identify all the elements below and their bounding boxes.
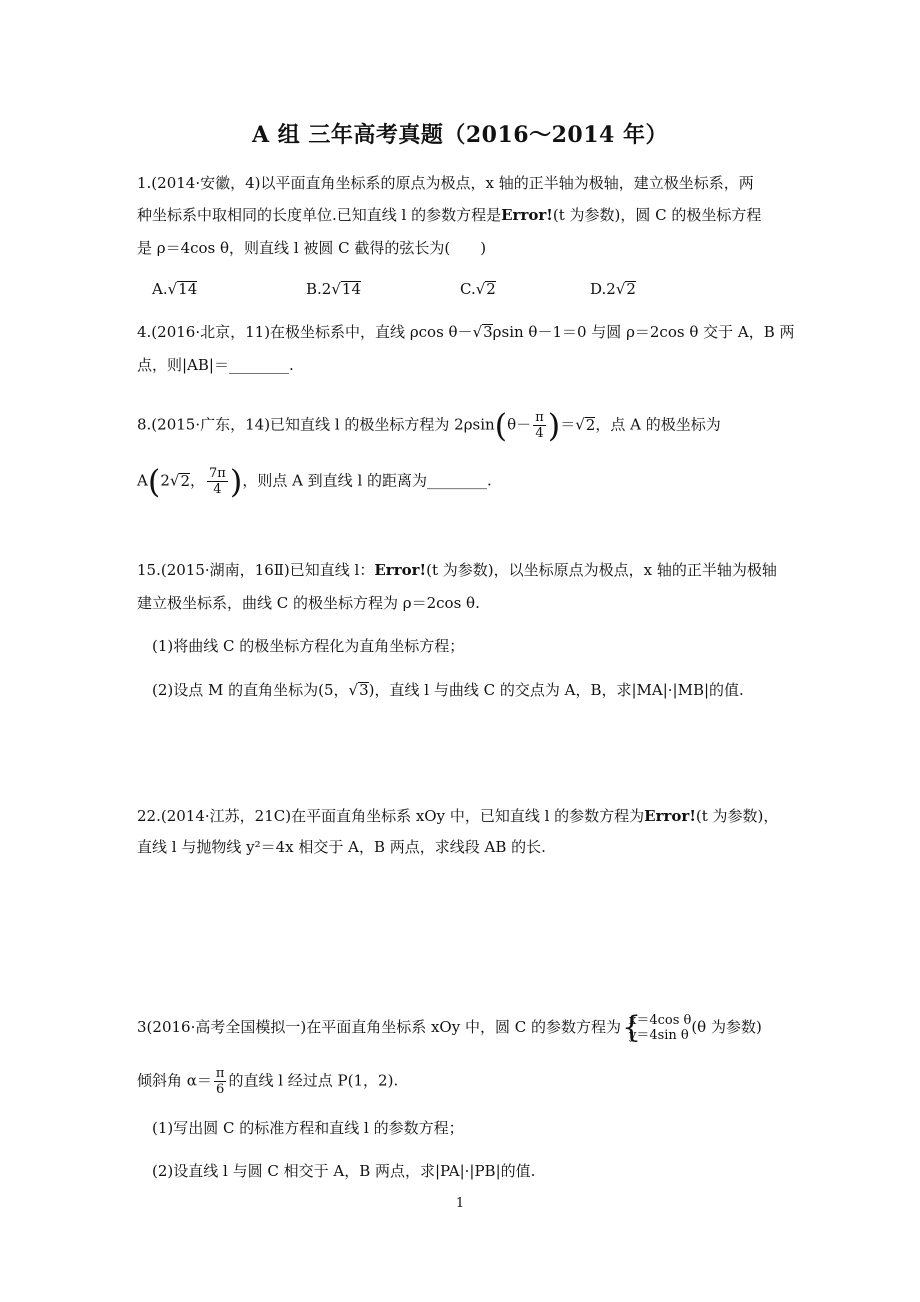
sqrt-sign-icon: √: [472, 323, 483, 341]
q1-option-b: [306, 280, 361, 298]
q4-line-1: [137, 322, 795, 342]
q3-part-1: (1)写出圆 C 的标准方程和直线 l 的参数方程；: [152, 1119, 464, 1137]
q8-radicand-1: 2: [585, 415, 596, 434]
q1-option-c-prefix: C.: [460, 280, 476, 298]
q1-option-c: [460, 280, 496, 298]
fraction-numerator: π: [535, 410, 544, 425]
sqrt-sign-icon: √: [348, 681, 359, 699]
sqrt-sign-icon: √: [331, 280, 341, 298]
q22-line-2: 直线 l 与抛物线 y²＝4x 相交于 A，B 两点，求线段 AB 的长.: [137, 838, 546, 856]
q3-line-2-a: 倾斜角 α＝: [137, 1071, 212, 1090]
q1-option-b-radicand: 14: [341, 280, 361, 298]
q15-line-2: 建立极坐标系，曲线 C 的极坐标方程为 ρ＝2cos θ.: [137, 594, 480, 612]
q1-option-d: [590, 280, 636, 298]
q1-option-a-radicand: 14: [178, 280, 198, 298]
q4-line-1-a: 4.(2016·北京，11)在极坐标系中，直线 ρcos θ－: [137, 323, 473, 341]
q8-line-1-b: ，点 A 的极坐标为: [595, 415, 721, 434]
page-title: A 组 三年高考真题（2016～2014 年）: [251, 122, 668, 148]
q15-part-1: (1)将曲线 C 的极坐标方程化为直角坐标方程；: [152, 637, 465, 655]
fraction-denominator: 6: [216, 1082, 225, 1097]
fraction-numerator: 7π: [209, 466, 226, 481]
fraction-numerator: π: [215, 1066, 225, 1081]
q15-part-2-a: (2)设点 M 的直角坐标为(5，: [152, 681, 349, 699]
q1-option-a-prefix: A.: [152, 280, 168, 298]
q15-radicand: 3: [359, 681, 369, 699]
fraction-denominator: 4: [213, 482, 222, 497]
q8-line-2-b: ，则点 A 到直线 l 的距离为________.: [242, 471, 492, 490]
q1-option-c-radicand: 2: [486, 280, 496, 298]
page-number: 1: [455, 1196, 465, 1211]
q1-option-a: [152, 280, 197, 298]
q1-option-d-radicand: 2: [626, 280, 636, 298]
q15-line-1: [137, 560, 777, 580]
sqrt-sign-icon: √: [169, 471, 180, 490]
sqrt-sign-icon: √: [475, 280, 486, 298]
left-brace-icon: {: [621, 1010, 642, 1045]
q22-line-1: [137, 806, 778, 826]
q1-line-3: 是 ρ＝4cos θ，则直线 l 被圆 C 截得的弦长为( ): [137, 239, 487, 257]
q3-system-row-2: y＝4sin θ: [628, 1028, 689, 1043]
q3-equation-system: [621, 1010, 692, 1045]
q15-line-1-b: (t 为参数)，以坐标原点为极点，x 轴的正半轴为极轴: [426, 561, 777, 579]
q1-line-2-a: 种坐标系中取相同的长度单位.已知直线 l 的参数方程是: [137, 206, 502, 224]
q3-part-2: (2)设直线 l 与圆 C 相交于 A，B 两点，求|PA|·|PB|的值.: [152, 1162, 536, 1180]
q8-line-1-a: 8.(2015·广东，14)已知直线 l 的极坐标方程为 2ρsin: [137, 415, 495, 434]
q8-fraction-7pi-over-4: [207, 466, 228, 497]
q8-comma: ，: [189, 471, 205, 490]
q8-fraction-pi-over-4: [533, 410, 546, 441]
q1-line-2-b: (t 为参数)，圆 C 的极坐标方程: [552, 206, 762, 224]
q15-part-2: [152, 680, 744, 700]
q1-line-1: 1.(2014·安徽，4)以平面直角坐标系的原点为极点，x 轴的正半轴为极轴，建立极坐标系，两: [137, 174, 754, 192]
right-paren-icon: ): [547, 406, 561, 445]
q15-line-1-a: 15.(2015·湖南，16Ⅱ)已知直线 l：: [137, 561, 375, 579]
q22-error-text: Error!: [644, 807, 696, 825]
q8-point-a: A: [137, 471, 148, 490]
q1-option-b-prefix: B.2: [306, 280, 332, 298]
left-paren-icon: (: [494, 406, 508, 445]
q8-line-2: [137, 462, 492, 501]
q8-theta-minus: θ－: [507, 415, 532, 434]
q22-line-1-a: 22.(2014·江苏，21C)在平面直角坐标系 xOy 中，已知直线 l 的参数方程为: [137, 807, 645, 825]
q3-fraction-pi-over-6: [214, 1066, 227, 1097]
q8-equals: ＝: [560, 415, 576, 434]
q8-line-1: [137, 406, 721, 445]
sqrt-sign-icon: √: [167, 280, 178, 298]
q4-line-2: 点，则|AB|＝________.: [137, 356, 294, 374]
right-paren-icon: ): [229, 462, 243, 501]
q8-coefficient: 2: [160, 471, 170, 490]
q15-part-2-b: )，直线 l 与曲线 C 的交点为 A，B，求|MA|·|MB|的值.: [368, 681, 744, 699]
sqrt-sign-icon: √: [615, 280, 626, 298]
q1-error-text: Error!: [501, 206, 553, 224]
q3-line-1-a: 3(2016·高考全国模拟一)在平面直角坐标系 xOy 中，圆 C 的参数方程为: [137, 1018, 621, 1036]
q3-line-2: [137, 1066, 398, 1097]
q4-radicand: 3: [483, 323, 493, 341]
fraction-denominator: 4: [535, 426, 544, 441]
q3-system-row-1: x＝4cos θ: [628, 1013, 692, 1028]
q8-radicand-2: 2: [180, 471, 190, 490]
q15-error-text: Error!: [374, 561, 427, 579]
q4-line-1-b: ρsin θ－1＝0 与圆 ρ＝2cos θ 交于 A，B 两: [492, 323, 795, 341]
sqrt-sign-icon: √: [575, 415, 585, 434]
q3-line-1: [137, 1010, 762, 1045]
q3-line-2-b: 的直线 l 经过点 P(1，2).: [228, 1071, 399, 1090]
q3-line-1-b: (θ 为参数): [691, 1018, 762, 1036]
q1-line-2: [137, 205, 761, 225]
left-paren-icon: (: [147, 462, 161, 501]
q1-option-d-prefix: D.2: [590, 280, 616, 298]
q22-line-1-b: (t 为参数)，: [695, 807, 779, 825]
